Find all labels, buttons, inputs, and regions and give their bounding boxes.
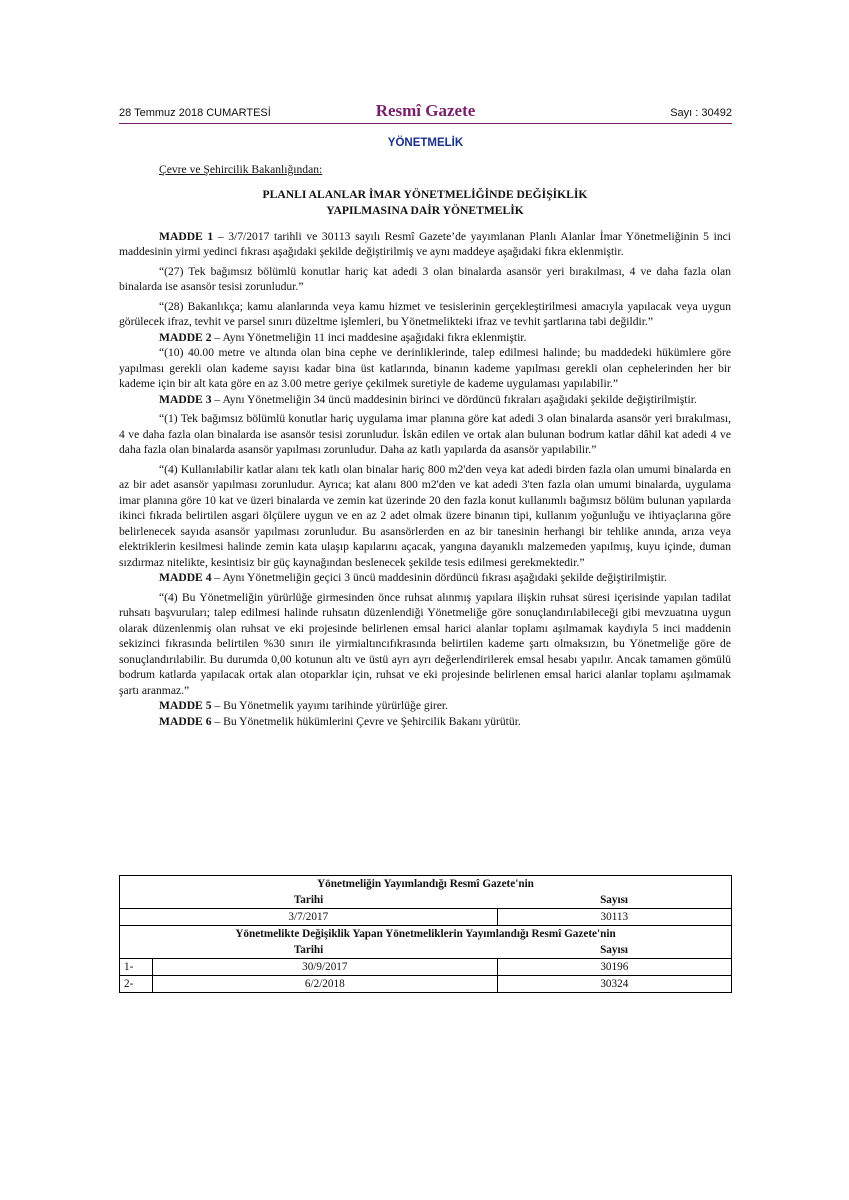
row-index: 2- bbox=[120, 976, 153, 993]
paragraph bbox=[119, 345, 731, 392]
table-row bbox=[120, 942, 732, 959]
paragraph bbox=[119, 714, 731, 730]
paragraph-text: “(27) Tek bağımsız bölümlü konutlar hariç kat adedi 3 olan binalarda asansör yeri bırakılması, 4 ve daha fazla olan binalarda ise asansör tesisi zorunludur.” bbox=[119, 264, 731, 293]
paragraph bbox=[119, 698, 731, 714]
document-body bbox=[119, 162, 731, 729]
paragraph-text: “(28) Bakanlıkça; kamu alanlarında veya kamu hizmet ve tesislerinin gerçekleştirilmesi amacıyla yapılacak veya uygun görülecek ifraz, tevhit ve parsel sınırı düzeltme işlemleri, bu Yönetmelikteki ifraz ve tevhit şartlarına tabi değildir.” bbox=[119, 299, 731, 328]
table-title-amendments: Yönetmelikte Değişiklik Yapan Yönetmeliklerin Yayımlandığı Resmî Gazete'nin bbox=[120, 926, 732, 943]
issuing-ministry: Çevre ve Şehircilik Bakanlığından: bbox=[159, 163, 323, 176]
paragraph-text: – Bu Yönetmelik hükümlerini Çevre ve Şehircilik Bakanı yürütür. bbox=[211, 714, 521, 728]
gazette-title: Resmî Gazete bbox=[375, 101, 476, 120]
paragraph-text: – 3/7/2017 tarihli ve 30113 sayılı Resmî Gazete’de yayımlanan Planlı Alanlar İmar Yönetmeliğinin 5 inci maddesinin yirmi yedinci fıkrası aşağıdaki şekilde değiştirilmiş ve aynı maddeye aşağıdaki fıkra eklenmiştir. bbox=[119, 229, 731, 258]
paragraph-text: – Aynı Yönetmeliğin 11 inci maddesine aşağıdaki fıkra eklenmiştir. bbox=[211, 330, 527, 344]
paragraph-text: – Aynı Yönetmeliğin geçici 3 üncü maddesinin dördüncü fıkrası aşağıdaki şekilde değiştirilmiştir. bbox=[211, 571, 667, 584]
gazette-header bbox=[119, 101, 732, 123]
article-label: MADDE 6 bbox=[159, 714, 212, 728]
paragraph bbox=[119, 570, 731, 586]
section-heading: YÖNETMELİK bbox=[387, 137, 464, 149]
paragraph-text: “(4) Kullanılabilir katlar alanı tek katlı olan binalar hariç 800 m2'den veya kat adedi birden fazla olan umumi binalarda en az bir adet asansör yapılması zorunludur. Ayrıca; kat alanı 800 m2'den ve kat adedi 3'ten fazla olan umumi binalarda, uygulama imar planına göre 10 kat ve üzeri binalarda ve zemin kat üzerinde 20 den fazla konut kullanımlı bağımsız bölüm bulunan yapılarda ikinci fıkrada belirtilen asgari ölçülere uygun ve en az 2 adet olmak üzere binanın tipi, kullanım yoğunluğu ve ihtiyaçlarına göre belirlenecek sayıda asansör yapılması zorunludur. Bu asansörlerden en az bir tanesinin herhangi bir tehlike anında, arıza veya elektriklerin kesilmesi halinde zemin kata ulaşıp kapılarını açacak, yangına dayanıklı malzemeden yapılmış, kuyu içinde, duman sızdırmaz nitelikte, kesintisiz bir güç kaynağından beslenecek şekilde tesis edilmesi gerekmektedir.” bbox=[119, 462, 731, 569]
amendment-date: 30/9/2017 bbox=[153, 959, 498, 976]
paragraph bbox=[119, 229, 731, 260]
article-label: MADDE 2 bbox=[159, 330, 212, 344]
regulation-title-line-2: YAPILMASINA DAİR YÖNETMELİK bbox=[326, 203, 524, 217]
paragraph bbox=[119, 462, 731, 571]
paragraph bbox=[119, 330, 731, 346]
paragraph-text: “(4) Bu Yönetmeliğin yürürlüğe girmesinden önce ruhsat alınmış yapılara ilişkin ruhsat süresi içerisinde yapılan tadilat ruhsatı başvuruları; talep edilmesi halinde ruhsatın düzenlendiği Yönetmeliğe göre sonuçlandırılabileceği gibi mevzuatına uygun olarak düzenlenmiş olan ruhsat ve eki projesinde belirlenen emsal harici alanlar toplamı aşılmamak kaydıyla 5 inci maddenin sekizinci fıkrasında belirtilen %30 sınırı ile yirmialtıncıfıkrasında belirtilen kademe şartı olmaksızın, bu Yönetmeliğe göre de sonuçlandırılabilir. Bu durumda 0,00 kotunun altı ve üstü ayrı ayrı değerlendirilerek emsal hesabı yapılır. Ancak tamamen gömülü bodrum katlarda yapılacak ortak alan otoparklar için, ruhsat ve eki projesinde belirlenen emsal harici alanlar toplamı aşılmamak şartı aranmaz.” bbox=[119, 590, 731, 697]
original-date: 3/7/2017 bbox=[120, 909, 498, 926]
amendment-number: 30324 bbox=[497, 976, 731, 993]
column-header-date: Tarihi bbox=[120, 942, 498, 959]
article-label: MADDE 3 bbox=[159, 392, 212, 406]
paragraph bbox=[119, 590, 731, 699]
table-title-original: Yönetmeliğin Yayımlandığı Resmî Gazete'nin bbox=[120, 876, 732, 893]
article-label: MADDE 5 bbox=[159, 699, 212, 712]
amendment-number: 30196 bbox=[497, 959, 731, 976]
regulation-title bbox=[119, 187, 731, 219]
article-label: MADDE 1 bbox=[159, 229, 214, 243]
paragraph-text: “(1) Tek bağımsız bölümlü konutlar hariç uygulama imar planına göre kat adedi 3 olan binalarda asansör yeri bırakılması, 4 ve daha fazla olan binalarda ise asansör tesisi zorunludur. İskân edilen ve ortak alan bulunan bodrum katlar dâhil kat adedi 4 ve daha fazla olan binalarda asansör yapılması zorunludur. Daha az katlı yapılarda da asansör yapılabilir.” bbox=[119, 412, 731, 456]
paragraph bbox=[119, 411, 731, 458]
column-header-date: Tarihi bbox=[120, 892, 498, 909]
paragraph-text: “(10) 40.00 metre ve altında olan bina cephe ve derinliklerinde, talep edilmesi halinde; bu maddedeki hükümlere göre yapılması gerekli olan kademe sayısı kadar bina üst katlarında, binanın kademe yapılması gerekli olan cephelerinden her bir kademe için bir alt kata göre en az 3.00 metre geriye çekilmek suretiyle de kademe uygulaması yapılabilir.” bbox=[119, 346, 731, 390]
header-divider bbox=[119, 123, 732, 124]
paragraph bbox=[119, 264, 731, 295]
paragraph-text: – Aynı Yönetmeliğin 34 üncü maddesinin birinci ve dördüncü fıkraları aşağıdaki şekilde değiştirilmiştir. bbox=[211, 392, 697, 406]
issue-number: Sayı : 30492 bbox=[670, 107, 732, 119]
table-row bbox=[120, 976, 732, 993]
paragraph-text: – Bu Yönetmelik yayımı tarihinde yürürlüğe girer. bbox=[211, 699, 449, 712]
row-index: 1- bbox=[120, 959, 153, 976]
table-row bbox=[120, 909, 732, 926]
table-row bbox=[120, 959, 732, 976]
paragraph bbox=[119, 299, 731, 330]
amendment-date: 6/2/2018 bbox=[153, 976, 498, 993]
table-row bbox=[120, 926, 732, 943]
column-header-number: Sayısı bbox=[497, 892, 731, 909]
article-label: MADDE 4 bbox=[159, 571, 212, 584]
publication-history-table bbox=[119, 875, 732, 993]
regulation-title-line-1: PLANLI ALANLAR İMAR YÖNETMELİĞİNDE DEĞİŞİKLİK bbox=[262, 187, 588, 201]
table-row bbox=[120, 892, 732, 909]
paragraph bbox=[119, 392, 731, 408]
publication-date: 28 Temmuz 2018 CUMARTESİ bbox=[119, 107, 271, 119]
table-row bbox=[120, 876, 732, 893]
original-number: 30113 bbox=[497, 909, 731, 926]
column-header-number: Sayısı bbox=[497, 942, 731, 959]
